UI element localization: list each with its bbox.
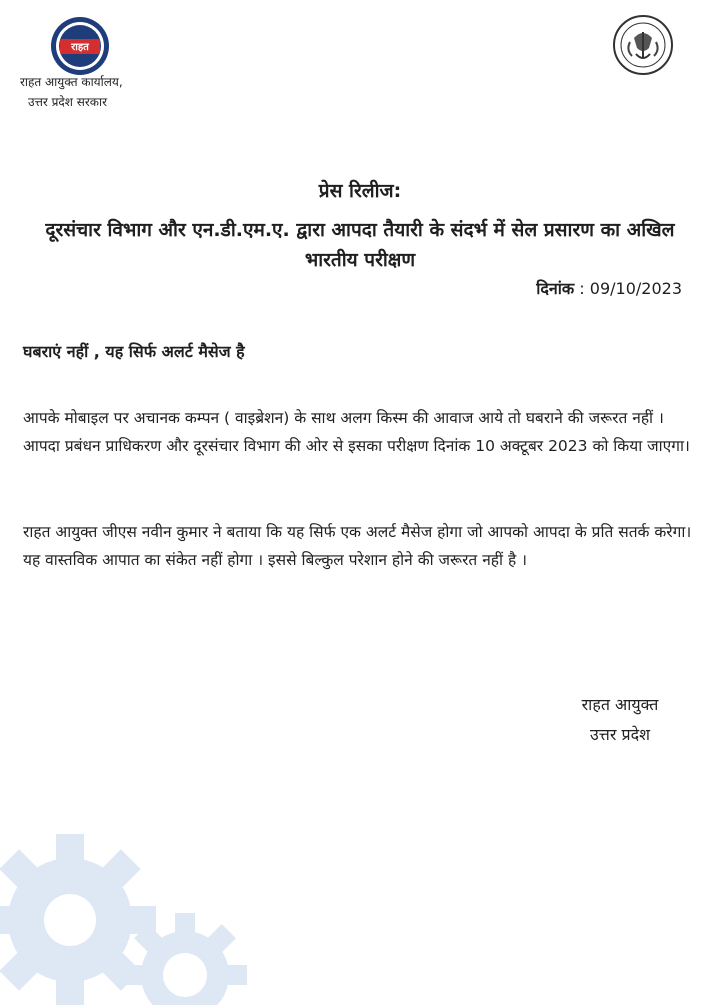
subheading: घबराएं नहीं , यह सिर्फ अलर्ट मैसेज है xyxy=(23,342,245,361)
office-name xyxy=(20,72,123,112)
signature-block xyxy=(560,690,680,750)
up-govt-seal-icon xyxy=(612,14,674,76)
date-value: : 09/10/2023 xyxy=(579,279,682,298)
rahat-emblem-icon xyxy=(50,16,110,76)
press-release-label: प्रेस रिलीज: xyxy=(318,180,402,202)
date-line xyxy=(536,277,682,299)
signature-line-2: उत्तर प्रदेश xyxy=(590,725,650,744)
paragraph-1: आपके मोबाइल पर अचानक कम्पन ( वाइब्रेशन) के साथ अलग किस्म की आवाज आये तो घबराने की जरूरत नहीं । आपदा प्रबंधन प्राधिकरण और दूरसंचार विभाग की ओर से इसका परीक्षण दिनांक 10 अक्टूबर 2023 को किया जाएगा। xyxy=(23,409,690,455)
signature-line-1: राहत आयुक्त xyxy=(581,695,659,714)
paragraph-2: राहत आयुक्त जीएस नवीन कुमार ने बताया कि यह सिर्फ एक अलर्ट मैसेज होगा जो आपको आपदा के प्रति सतर्क करेगा। यह वास्तविक आपात का संकेत नहीं होगा । इससे बिल्कुल परेशान होने की जरूरत नहीं है । xyxy=(23,523,692,569)
left-logo-text: राहत xyxy=(71,42,89,53)
office-line-1: राहत आयुक्त कार्यालय, xyxy=(20,75,123,89)
headline: दूरसंचार विभाग और एन.डी.एम.ए. द्वारा आपदा तैयारी के संदर्भ में सेल प्रसारण का अखिल भारतीय परीक्षण xyxy=(45,219,675,271)
date-label: दिनांक xyxy=(536,279,575,298)
office-line-2: उत्तर प्रदेश सरकार xyxy=(28,95,108,109)
gears-watermark-icon xyxy=(0,770,290,1005)
